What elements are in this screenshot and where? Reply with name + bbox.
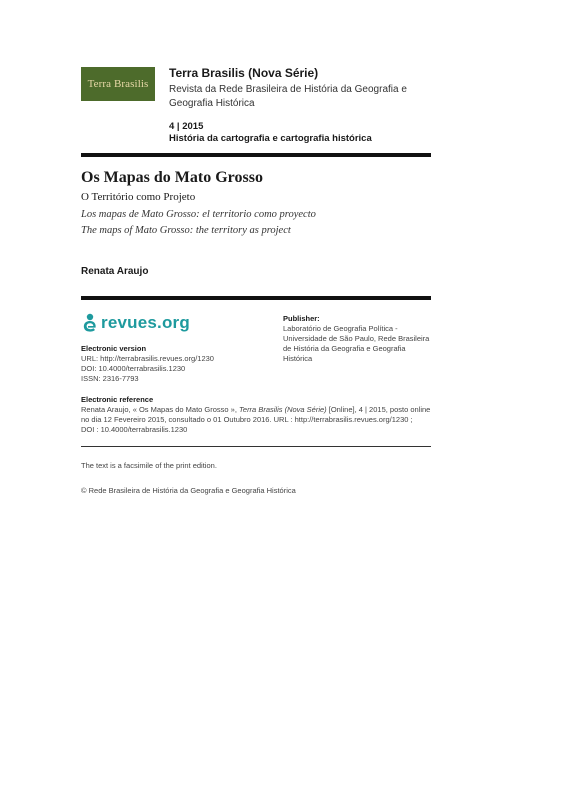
article-title: Os Mapas do Mato Grosso — [81, 169, 263, 186]
journal-logo-text: Terra Brasilis — [87, 78, 149, 90]
issue-theme: História da cartografia e cartografia histórica — [169, 133, 372, 144]
publisher-label: Publisher: — [283, 314, 320, 323]
middle-divider — [81, 296, 431, 300]
electronic-reference-line1 — [81, 405, 431, 415]
issue-block — [169, 121, 439, 145]
journal-subtitle-line1: Revista da Rede Brasileira de História da Geografia e — [169, 84, 407, 95]
issue-number: 4 | 2015 — [169, 121, 204, 132]
journal-title: Terra Brasilis (Nova Série) — [169, 66, 319, 80]
article-author: Renata Araujo — [81, 266, 149, 277]
revues-person-icon — [81, 313, 99, 333]
electronic-reference-line3: DOI : 10.4000/terrabrasilis.1230 — [81, 425, 188, 434]
reference-author-title: Renata Araujo, « Os Mapas do Mato Grosso », — [81, 405, 239, 414]
publisher-block — [283, 314, 438, 364]
electronic-reference-line2: no dia 12 Fevereiro 2015, consultado o 01 Outubro 2016. URL : http://terrabrasilis.revues.org/1230 ; — [81, 415, 413, 424]
journal-subtitle-line2: Geografia Histórica — [169, 98, 255, 109]
reference-issue: [Online], 4 | 2015, posto online — [326, 405, 431, 414]
reference-journal: Terra Brasilis (Nova Série) — [239, 405, 327, 414]
electronic-version-doi[interactable]: DOI: 10.4000/terrabrasilis.1230 — [81, 364, 186, 373]
electronic-reference-text — [81, 405, 431, 435]
journal-header — [169, 66, 439, 145]
copyright-notice: © Rede Brasileira de História da Geografia e Geografia Histórica — [81, 486, 296, 495]
electronic-version-url[interactable]: URL: http://terrabrasilis.revues.org/1230 — [81, 354, 214, 363]
revues-logo-text: revues.org — [101, 313, 190, 332]
revues-logo[interactable] — [81, 313, 190, 333]
facsimile-note: The text is a facsimile of the print edition. — [81, 461, 217, 470]
electronic-version-issn: ISSN: 2316-7793 — [81, 374, 139, 383]
article-subtitle: O Território como Projeto — [81, 191, 196, 203]
bottom-divider — [81, 446, 431, 447]
electronic-reference-label: Electronic reference — [81, 395, 154, 404]
article-title-spanish: Los mapas de Mato Grosso: el territorio como proyecto — [81, 209, 316, 220]
electronic-version-label: Electronic version — [81, 344, 147, 353]
publisher-line1: Laboratório de Geografia Política - — [283, 324, 398, 333]
publisher-line2: Universidade de São Paulo, Rede Brasileira — [283, 334, 430, 343]
publisher-line3: de História da Geografia e Geografia — [283, 344, 406, 353]
journal-logo — [81, 67, 155, 101]
publisher-line4: Histórica — [283, 354, 313, 363]
top-divider — [81, 153, 431, 157]
article-title-english: The maps of Mato Grosso: the territory as project — [81, 225, 291, 236]
